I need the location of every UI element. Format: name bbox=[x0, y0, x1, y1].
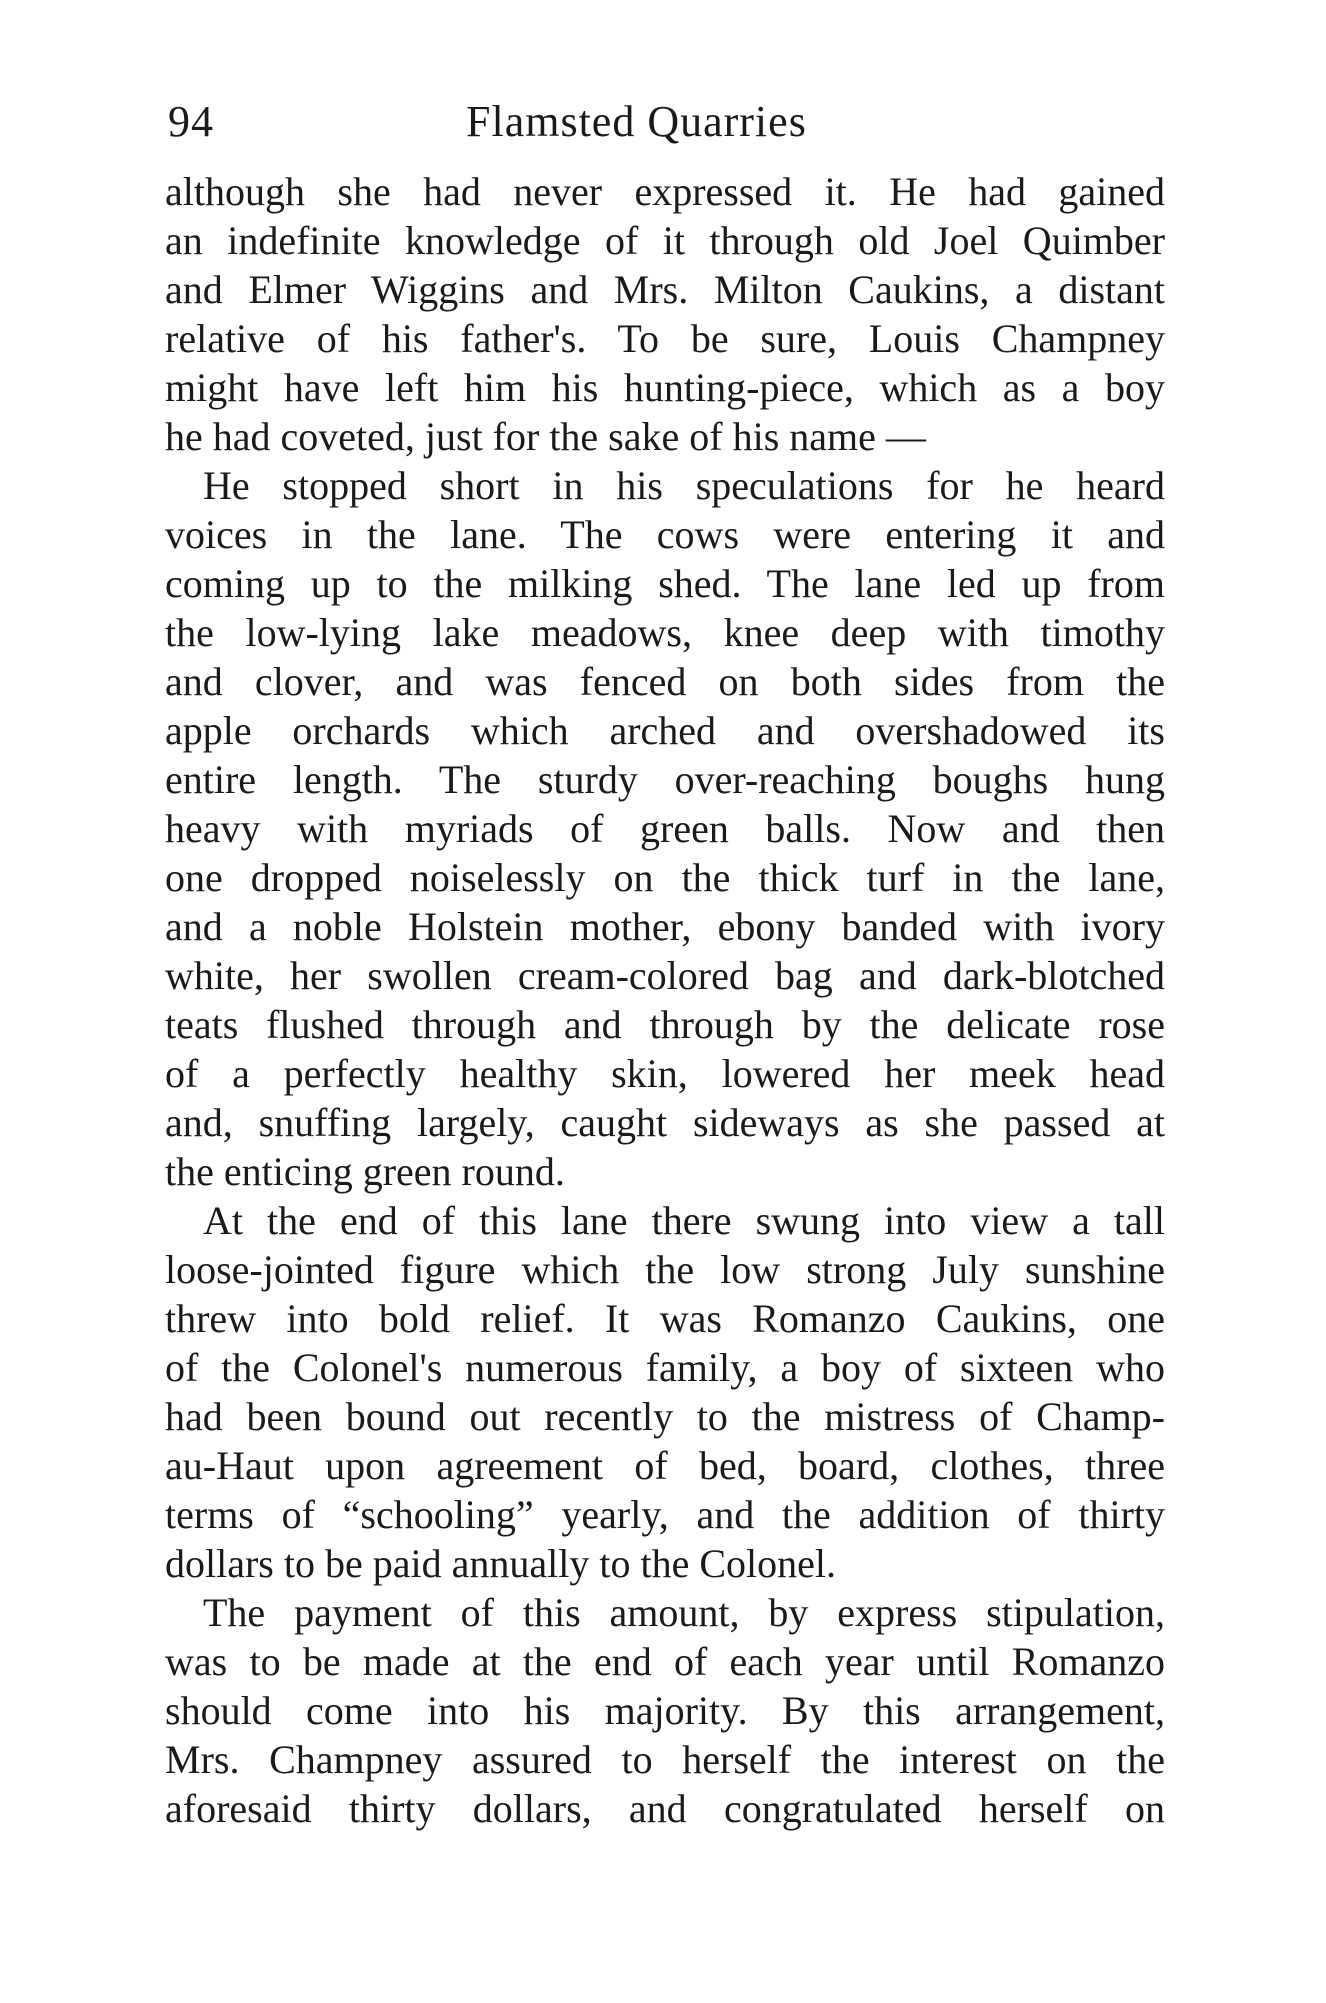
text-line: At the end of this lane there swung into view a tall bbox=[203, 1198, 1165, 1243]
text-line: was to be made at the end of each year until Romanzo bbox=[165, 1639, 1165, 1684]
text-line: apple orchards which arched and overshadowed its bbox=[165, 708, 1165, 753]
text-line: aforesaid thirty dollars, and congratulated herself on bbox=[165, 1786, 1165, 1831]
text-line: terms of “schooling” yearly, and the addition of thirty bbox=[165, 1492, 1165, 1537]
text-line: and Elmer Wiggins and Mrs. Milton Caukins, a distant bbox=[165, 267, 1165, 312]
text-line: and a noble Holstein mother, ebony banded with ivory bbox=[165, 904, 1165, 949]
text-line: heavy with myriads of green balls. Now and then bbox=[165, 806, 1165, 851]
paragraph bbox=[165, 1588, 1165, 1833]
text-line: coming up to the milking shed. The lane led up from bbox=[165, 561, 1165, 606]
text-line: might have left him his hunting-piece, which as a boy bbox=[165, 365, 1165, 410]
text-line: and clover, and was fenced on both sides from the bbox=[165, 659, 1165, 704]
text-line: white, her swollen cream-colored bag and dark-blotched bbox=[165, 953, 1165, 998]
text-line: dollars to be paid annually to the Colonel. bbox=[165, 1541, 836, 1586]
body-text bbox=[165, 167, 1165, 1833]
page-number: 94 bbox=[168, 97, 214, 146]
paragraph bbox=[165, 1196, 1165, 1588]
text-line: of the Colonel's numerous family, a boy of sixteen who bbox=[165, 1345, 1165, 1390]
text-line: teats flushed through and through by the delicate rose bbox=[165, 1002, 1165, 1047]
text-line: entire length. The sturdy over-reaching boughs hung bbox=[165, 757, 1165, 802]
text-line: au-Haut upon agreement of bed, board, clothes, three bbox=[165, 1443, 1165, 1488]
page-header bbox=[168, 92, 1168, 152]
text-line: an indefinite knowledge of it through old Joel Quimber bbox=[165, 218, 1165, 263]
text-line: voices in the lane. The cows were entering it and bbox=[165, 512, 1165, 557]
text-line: the enticing green round. bbox=[165, 1149, 565, 1194]
text-line: loose-jointed figure which the low strong July sunshine bbox=[165, 1247, 1165, 1292]
text-line: should come into his majority. By this arrangement, bbox=[165, 1688, 1165, 1733]
text-line: and, snuffing largely, caught sideways as she passed at bbox=[165, 1100, 1165, 1145]
paragraph bbox=[165, 167, 1165, 461]
text-line: of a perfectly healthy skin, lowered her meek head bbox=[165, 1051, 1165, 1096]
text-line: he had coveted, just for the sake of his name — bbox=[165, 414, 926, 459]
text-line: He stopped short in his speculations for he heard bbox=[203, 463, 1165, 508]
running-title: Flamsted Quarries bbox=[466, 97, 807, 146]
paragraph bbox=[165, 461, 1165, 1196]
text-line: Mrs. Champney assured to herself the interest on the bbox=[165, 1737, 1165, 1782]
text-line: although she had never expressed it. He had gained bbox=[165, 169, 1165, 214]
text-line: the low-lying lake meadows, knee deep with timothy bbox=[165, 610, 1165, 655]
text-line: relative of his father's. To be sure, Louis Champney bbox=[165, 316, 1165, 361]
text-line: had been bound out recently to the mistress of Champ- bbox=[165, 1394, 1165, 1439]
text-line: one dropped noiselessly on the thick turf in the lane, bbox=[165, 855, 1165, 900]
text-line: The payment of this amount, by express stipulation, bbox=[203, 1590, 1165, 1635]
text-line: threw into bold relief. It was Romanzo Caukins, one bbox=[165, 1296, 1165, 1341]
